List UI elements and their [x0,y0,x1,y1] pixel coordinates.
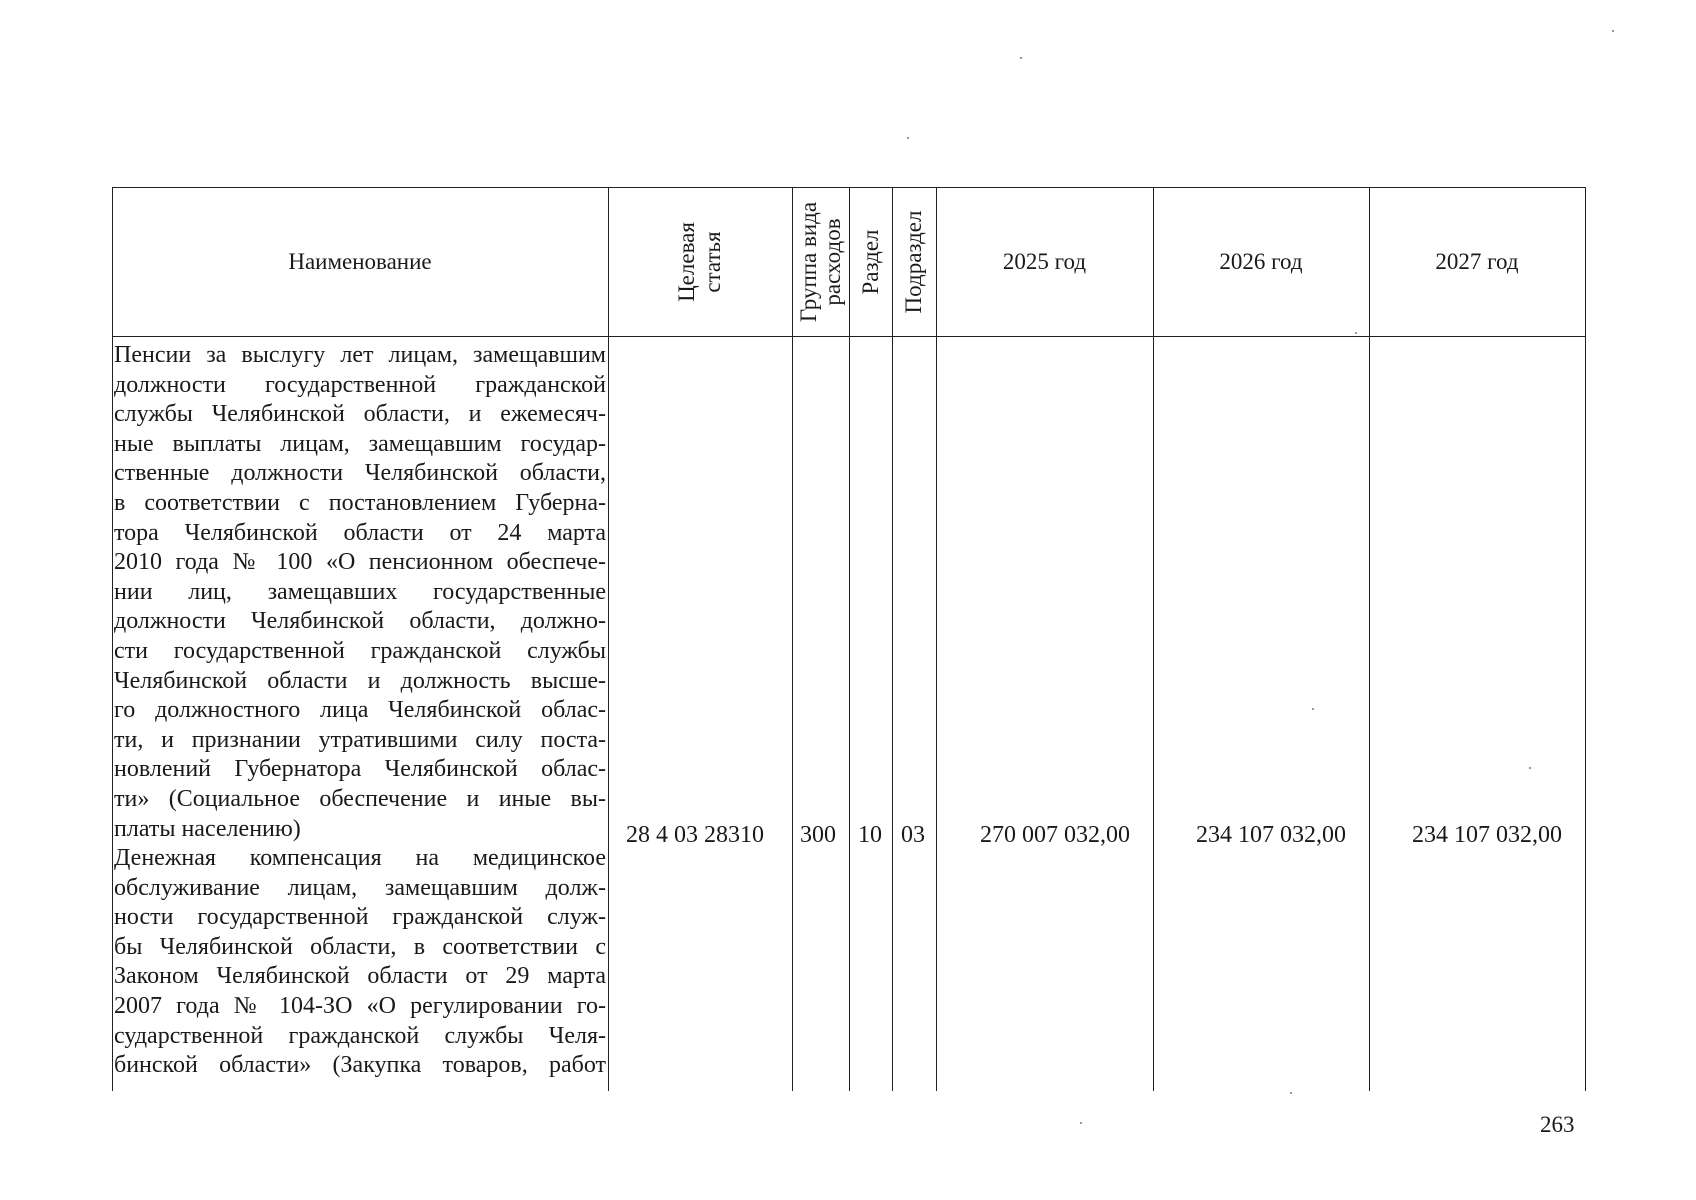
name-line: Пенсии за выслугу лет лицам, замещавшим [114,342,606,368]
name-line: 2007 года № 104-ЗО «О регулировании го- [114,993,606,1020]
scan-speck [1080,1122,1082,1124]
row-amount-2027: 234 107 032,00 [1412,822,1562,848]
name-line: го должностного лица Челябинской облас- [114,697,606,724]
scan-speck [1290,1092,1292,1094]
scan-speck [1529,767,1531,769]
row-amount-2025: 270 007 032,00 [980,822,1130,848]
name-line: бинской области» (Закупка товаров, работ [114,1052,606,1079]
name-line: службы Челябинской области, и ежемесяч- [114,401,606,428]
col-border-subsection [936,187,937,1091]
scan-speck [1020,57,1022,59]
header-2025: 2025 год [1002,249,1087,274]
header-target-line2: статья [700,231,725,293]
name-line: Законом Челябинской области от 29 марта [114,963,606,990]
col-border-2025 [1153,187,1154,1091]
name-line: ственные должности Челябинской области, [114,460,606,487]
name-line: ти» (Социальное обеспечение и иные вы- [114,785,606,812]
name-line: должности государственной гражданской [114,371,606,398]
name-line: сударственной гражданской службы Челя- [114,1022,606,1049]
name-line: 2010 года № 100 «О пенсионном обеспече- [114,549,606,576]
row-section: 10 [858,822,882,848]
col-border-right [1585,187,1586,1091]
header-group-line2: расходов [820,218,845,306]
row-target-article: 28 4 03 28310 [626,822,764,848]
row-amount-2026: 234 107 032,00 [1196,822,1346,848]
name-line: платы населению) [114,815,301,842]
name-line: должности Челябинской области, должно- [114,608,606,635]
name-line: ти, и признании утратившими силу поста- [114,726,606,753]
header-section: Раздел [858,229,883,295]
header-2027: 2027 год [1435,249,1519,274]
scan-speck [1312,708,1314,710]
name-line: Челябинской области и должность высше- [114,667,606,694]
col-border-group [849,187,850,1091]
header-subsection: Подраздел [901,210,926,314]
name-line: новлений Губернатора Челябинской облас- [114,756,606,783]
header-name: Наименование [288,249,432,274]
header-2026: 2026 год [1219,249,1303,274]
name-line: тора Челябинской области от 24 марта [114,519,606,546]
col-border-section [892,187,893,1091]
name-line: бы Челябинской области, в соответствии с [114,933,606,960]
name-line: нии лиц, замещавших государственные [114,578,606,605]
name-line: обслуживание лицам, замещавшим долж- [114,874,606,901]
scan-speck [907,137,909,139]
col-border-2026 [1369,187,1370,1091]
name-line: ности государственной гражданской служ- [114,904,606,931]
name-line: Денежная компенсация на медицинское [114,845,606,872]
col-border-left [112,187,113,1091]
col-border-target [792,187,793,1091]
header-group-line1: Группа вида [796,201,821,323]
row-expense-group: 300 [800,822,836,848]
col-border-name [608,187,609,1091]
row-name-cell [114,341,606,1081]
name-line: в соответствии с постановлением Губерна- [114,489,606,516]
scan-speck [1355,332,1357,334]
header-target-line1: Целевая [674,222,699,302]
name-line: сти государственной гражданской службы [114,637,606,664]
row-subsection: 03 [901,822,925,848]
header-expense-group [797,202,845,322]
header-target-article [674,222,726,302]
name-line: ные выплаты лицам, замещавшим государ- [114,430,606,457]
page-number: 263 [1540,1112,1575,1137]
scan-speck [1612,30,1614,32]
